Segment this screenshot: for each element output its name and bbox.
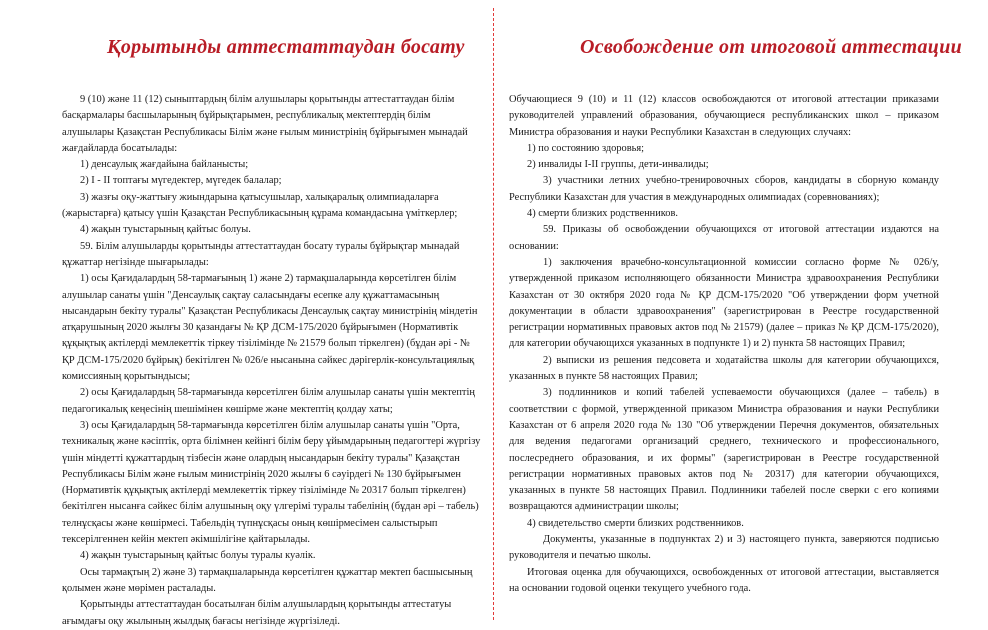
right-paragraph: 1) заключения врачебно-консультационной комиссии согласно форме № 026/у, утвержденной приказом исполняющего обязанности Министра здравоохранения Республики Казахстан от 30 октября 2020 года № ҚР ДСМ-175/2020 "Об утверждении форм учетной документации в области здравоохранения" (зарегистрирован в Реестре государственной регистрации нормативных правовых актов под № 21579) (далее – приказ № ҚР ДСМ-175/2020), для категории обучающихся указанных в подпункте 1) и 2) пункта 58 настоящих Правил;: [509, 256, 939, 350]
left-paragraph: 1) осы Қағидалардың 58-тармағының 1) және 2) тармақшаларында көрсетілген білім алушылар санаты үшін "Денсаулық сақтау саласындағы есепке алу құжаттамасының нысандарын бекіту туралы" Қазақстан Республикасы Денсаулық сақтау министрінің міндетін атқарушының 2020 жылғы 30 қазандағы № ҚР ДСМ-175/2020 бұйрығымен (Нормативтік құқықтық актілерді мемлекеттік тіркеу тізілімінде № 21579 болып тіркелген) (бұдан әрі - № ҚР ДСМ-175/2020 бұйрық) бекітілген № 026/е нысанына сәйкес дәрігерлік-консультациялық комиссияның қорытындысы;: [62, 273, 478, 383]
left-paragraph: 2) І - ІІ топтағы мүгедектер, мүгедек балалар;: [80, 175, 282, 187]
right-paragraph: 1) по состоянию здоровья;: [527, 142, 645, 154]
right-paragraph: 2) выписки из решения педсовета и ходатайства школы для категории обучающихся, указанных в пункте 58 настоящих Правил;: [509, 354, 939, 383]
column-divider: [493, 8, 494, 620]
left-paragraph: 3) осы Қағидалардың 58-тармағында көрсетілген білім алушылар санаты үшін "Орта, техникалық және кәсіптік, орта білімнен кейінгі білім беру ұйымдарының педагогтері жүргізу үшін міндетті құжаттардың тізбесін және олардың нысандарын бекіту туралы" Қазақстан Республикасы Білім және ғылым министрінің 2020 жылғы 6 сәуірдегі № 130 бұйрығымен (Нормативтік құқықтық актілерді мемлекеттік тіркеу тізілімінде № 20317 болып тіркелген) бекітілген нысанға сәйкес білім алушының оқу үлгерімі туралы табелінің (бұдан әрі – табель) телнұсқасы және көшірмесі. Табельдің түпнұсқасы оның көшірмесімен салыстырып тексерілгеннен кейін мектеп әкімшілігіне қайтарылады.: [62, 419, 481, 546]
right-paragraph: Обучающиеся 9 (10) и 11 (12) классов освобождаются от итоговой аттестации приказами руководителей управлений образования, обучающиеся республиканских школ – приказом Министра образования и науки Республики Казахстан в следующих случаях:: [509, 94, 939, 138]
left-paragraph: 4) жақын туыстарының қайтыс болуы.: [80, 224, 251, 236]
right-paragraph: 3) подлинников и копий табелей успеваемости обучающихся (далее – табель) в соответствии с формой, утвержденной приказом Министра образования и науки Республики Казахстан от 6 апреля 2020 года № 130 "Об утверждении Перечня документов, обязательных для ведения педагогами организаций среднего, технического и профессионального, послесреднего образования, и их формы" (зарегистрирован в Реестре государственной регистрации нормативных правовых актов под № 20317) для категории обучающихся, указанных в пункте 58 настоящих Правил. Подлинники табелей после сверки с его копиями возвращаются администрации школы;: [509, 387, 939, 513]
left-paragraph: Қорытынды аттестаттаудан босатылған білім алушылардың қорытынды аттестатуы ағымдағы оқу жылының жылдық бағасы негізінде жүргізіледі.: [62, 599, 452, 627]
left-paragraph: 4) жақын туыстарының қайтыс болуы туралы куәлік.: [80, 550, 316, 562]
right-paragraph: 4) свидетельство смерти близких родственников.: [527, 517, 744, 529]
left-paragraph: 9 (10) және 11 (12) сыныптардың білім алушылары қорытынды аттестаттаудан білім басқармалары басшыларының бұйрықтарымен, республикалық мектептердің білім алушылары Қазақстан Республикасы Білім және ғылым министрінің бұйрығымен мынадай жағдайларда босатылады:: [62, 94, 468, 154]
left-paragraph: 1) денсаулық жағдайына байланысты;: [80, 159, 249, 171]
right-paragraph: 4) смерти близких родственников.: [527, 208, 678, 220]
left-paragraph: 2) осы Қағидалардың 58-тармағында көрсетілген білім алушылар санаты үшін мектептің педагогикалық кеңесінің шешімінен көшірме және мектептің қолдау хаты;: [62, 387, 475, 415]
right-paragraph: 2) инвалиды I-II группы, дети-инвалиды;: [527, 159, 709, 171]
right-paragraph: 59. Приказы об освобождении обучающихся от итоговой аттестации издаются на основании:: [509, 224, 939, 252]
right-paragraph: Итоговая оценка для обучающихся, освобожденных от итоговой аттестации, выставляется на основании годовой оценки текущего учебного года.: [509, 566, 939, 594]
left-paragraph: 59. Білім алушыларды қорытынды аттестаттаудан босату туралы бұйрықтар мынадай құжаттар негізінде шығарылады:: [62, 240, 460, 268]
right-paragraph: 3) участники летних учебно-тренировочных сборов, кандидаты в сборную команду Республики Казахстан для участия в международных олимпиадах (соревнованиях);: [509, 175, 939, 203]
right-paragraph: Документы, указанные в подпунктах 2) и 3) настоящего пункта, заверяются подписью руководителя и печатью школы.: [509, 534, 939, 562]
right-title: Освобождение от итоговой аттестации: [580, 36, 963, 58]
left-body: [62, 92, 482, 630]
right-body: [509, 92, 939, 597]
left-paragraph: 3) жазғы оқу-жаттығу жиындарына қатысушылар, халықаралық олимпиадаларға (жарыстарға) қатысу үшін Қазақстан Республикасының құрама командасына үміткерлер;: [62, 191, 458, 220]
left-title: Қорытынды аттестаттаудан босату: [107, 36, 465, 58]
left-paragraph: Осы тармақтың 2) және 3) тармақшаларында көрсетілген құжаттар мектеп басшысының қолымен және мөрімен расталады.: [62, 566, 473, 594]
